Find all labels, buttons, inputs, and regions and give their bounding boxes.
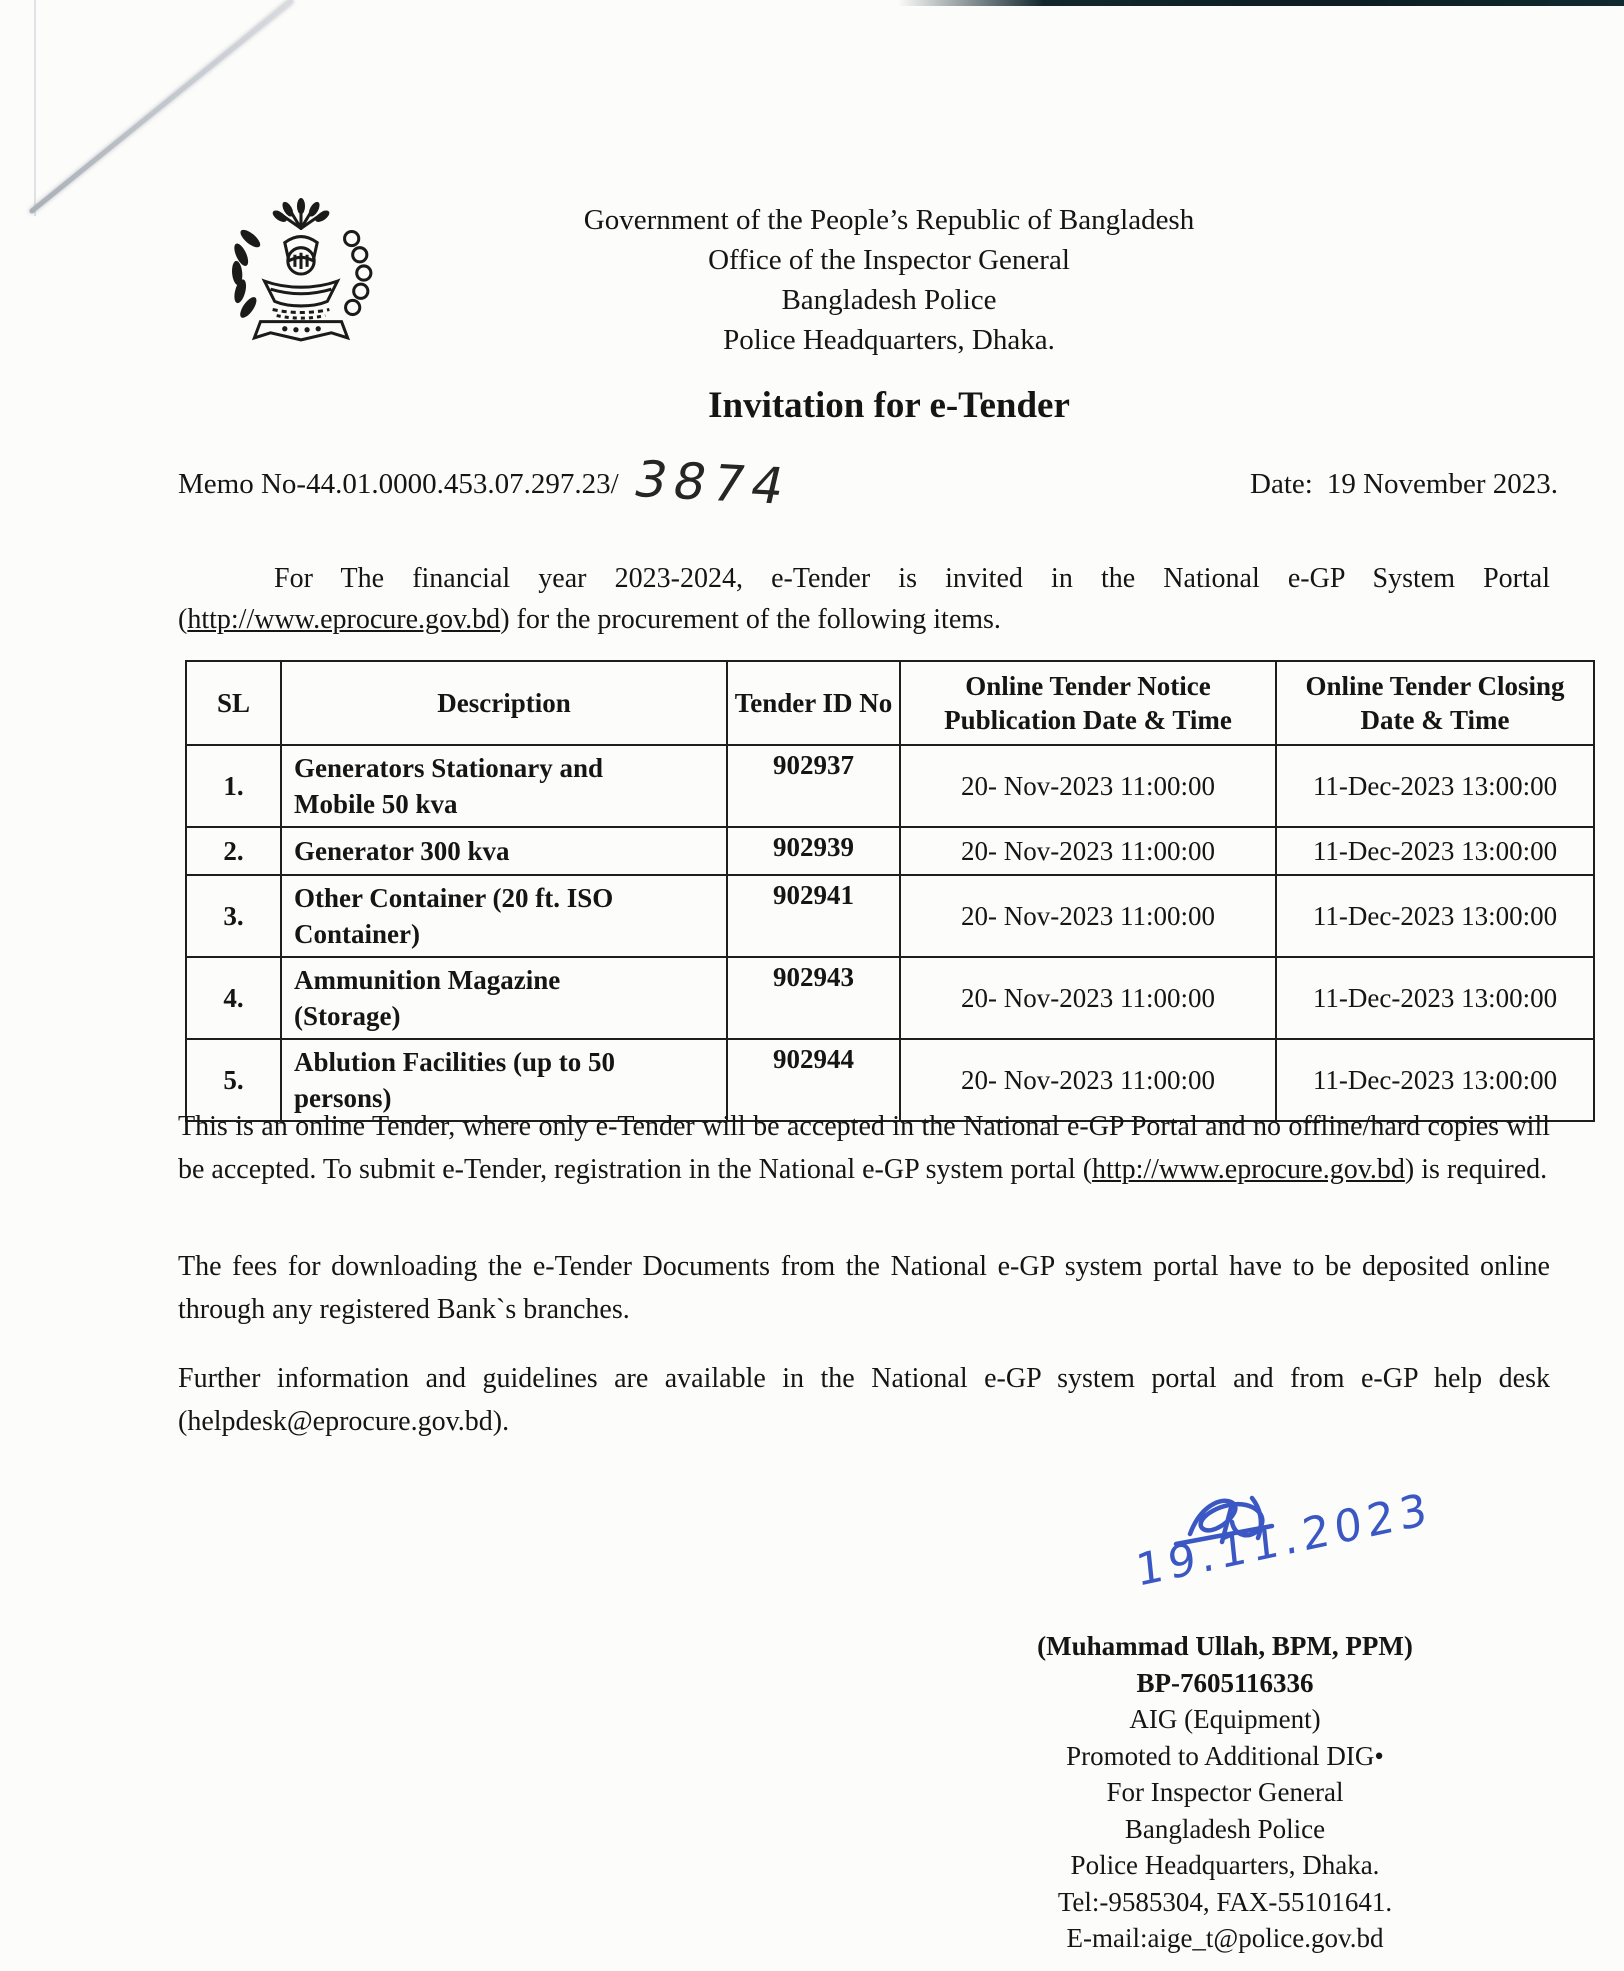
cell-closing: 11-Dec-2023 13:00:00 — [1276, 875, 1594, 957]
table-row — [186, 875, 1594, 957]
letterhead — [0, 200, 1624, 360]
signatory-name: (Muhammad Ullah, BPM, PPM) — [1037, 1631, 1413, 1661]
col-header-description: Description — [281, 661, 727, 745]
scan-edge-line — [34, 0, 36, 216]
cell-sl: 1. — [186, 745, 281, 827]
cell-closing: 11-Dec-2023 13:00:00 — [1276, 1039, 1594, 1121]
p2-text-after: ) is required. — [1404, 1154, 1548, 1185]
handwritten-signature-date: 19.11.2023 — [1133, 1483, 1435, 1597]
handwritten-memo-number: 3874 — [628, 450, 797, 516]
cell-publication: 20- Nov-2023 11:00:00 — [900, 1039, 1276, 1121]
col-header-tender-id: Tender ID No — [727, 661, 900, 745]
cell-description: Ablution Facilities (up to 50 persons) — [281, 1039, 727, 1121]
memo-number-label: Memo No-44.01.0000.453.07.297.23/ — [178, 468, 619, 500]
cell-sl: 3. — [186, 875, 281, 957]
document-title: Invitation for e-Tender — [708, 385, 1070, 426]
intro-paragraph — [178, 558, 1550, 640]
scan-edge-strip — [898, 0, 1624, 6]
cell-tender-id: 902943 — [727, 957, 900, 1039]
cell-description: Generator 300 kva — [281, 827, 727, 875]
signatory-designation: AIG (Equipment) — [1129, 1704, 1321, 1734]
signatory-bp-number: BP-7605116336 — [1136, 1667, 1314, 1698]
cell-closing: 11-Dec-2023 13:00:00 — [1276, 957, 1594, 1039]
memo-row — [178, 450, 1558, 516]
p2-text-before: This is an online Tender, where only e-Tender will be accepted in the National e-GP Portal and no offline/hard copies will be accepted. To submit e-Tender, registration in the National e-GP system portal ( — [178, 1111, 1550, 1185]
cell-tender-id: 902944 — [727, 1039, 900, 1121]
eprocure-url-link-2[interactable]: http://www.eprocure.gov.bd — [1092, 1154, 1405, 1185]
signatory-email: E-mail:aige_t@police.gov.bd — [1066, 1923, 1384, 1953]
cell-sl: 5. — [186, 1039, 281, 1121]
signature-block — [1015, 1628, 1435, 1957]
table-row — [186, 957, 1594, 1039]
letterhead-line-org: Bangladesh Police — [781, 284, 997, 316]
further-info-paragraph: Further information and guidelines are available in the National e-GP system portal and from e-GP help desk (helpdesk@eprocure.gov.bd). — [178, 1363, 1550, 1437]
signatory-tel-fax: Tel:-9585304, FAX-55101641. — [1057, 1886, 1393, 1917]
date-label: Date: — [1250, 468, 1313, 500]
document-date — [1250, 468, 1558, 501]
intro-text-after: ) for the procurement of the following items. — [500, 604, 1001, 635]
eprocure-url-link[interactable]: http://www.eprocure.gov.bd — [187, 604, 501, 635]
fees-paragraph: The fees for downloading the e-Tender Documents from the National e-GP system portal have to be deposited online through any registered Bank`s branches. — [178, 1251, 1550, 1325]
cell-description: Ammunition Magazine (Storage) — [281, 957, 727, 1039]
signatory-promotion: Promoted to Additional DIG• — [1066, 1740, 1384, 1771]
cell-description: Other Container (20 ft. ISO Container) — [281, 875, 727, 957]
cell-tender-id: 902941 — [727, 875, 900, 957]
cell-publication: 20- Nov-2023 11:00:00 — [900, 827, 1276, 875]
scan-crease-line — [28, 0, 294, 214]
cell-closing: 11-Dec-2023 13:00:00 — [1276, 745, 1594, 827]
table-row — [186, 745, 1594, 827]
signatory-for-line: For Inspector General — [1106, 1777, 1344, 1807]
table-header-row — [186, 661, 1594, 745]
cell-sl: 2. — [186, 827, 281, 875]
tender-table — [185, 660, 1595, 1122]
cell-sl: 4. — [186, 957, 281, 1039]
cell-publication: 20- Nov-2023 11:00:00 — [900, 957, 1276, 1039]
table-row — [186, 827, 1594, 875]
cell-publication: 20- Nov-2023 11:00:00 — [900, 745, 1276, 827]
date-value: 19 November 2023. — [1326, 468, 1558, 500]
cell-tender-id: 902939 — [727, 827, 900, 875]
letterhead-line-hq: Police Headquarters, Dhaka. — [723, 324, 1055, 356]
letterhead-line-office: Office of the Inspector General — [708, 244, 1070, 276]
intro-text-before: For The financial year 2023-2024, e-Tender is invited in the National e-GP System Portal ( — [178, 563, 1550, 635]
signatory-org: Bangladesh Police — [1124, 1813, 1326, 1844]
online-tender-paragraph — [178, 1105, 1550, 1191]
signatory-hq: Police Headquarters, Dhaka. — [1070, 1850, 1380, 1880]
letterhead-line-government: Government of the People’s Republic of Bangladesh — [583, 204, 1195, 236]
cell-closing: 11-Dec-2023 13:00:00 — [1276, 827, 1594, 875]
col-header-publication: Online Tender Notice Publication Date & Time — [900, 661, 1276, 745]
cell-tender-id: 902937 — [727, 745, 900, 827]
col-header-closing: Online Tender Closing Date & Time — [1276, 661, 1594, 745]
tender-table-wrap — [185, 660, 1595, 1122]
cell-publication: 20- Nov-2023 11:00:00 — [900, 875, 1276, 957]
cell-description: Generators Stationary and Mobile 50 kva — [281, 745, 727, 827]
col-header-sl: SL — [186, 661, 281, 745]
